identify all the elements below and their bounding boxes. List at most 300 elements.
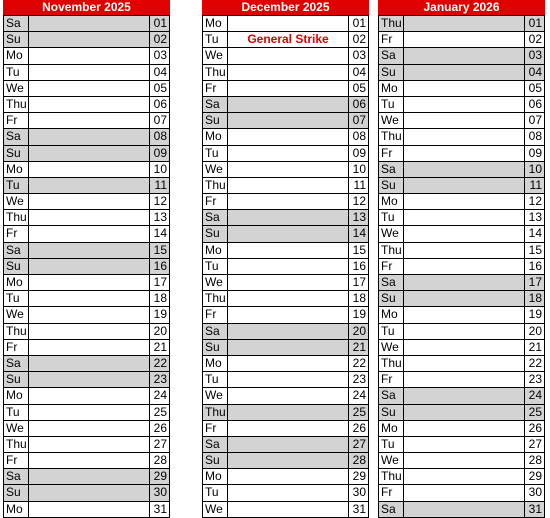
day-number: 14 [349,226,369,241]
day-note [29,81,150,96]
day-number: 08 [150,129,170,144]
day-of-week: Su [4,32,29,47]
day-note [29,405,150,420]
day-number: 17 [150,275,170,290]
day-number: 25 [525,405,545,420]
day-number: 18 [150,291,170,306]
day-number: 01 [525,16,545,31]
day-number: 07 [525,113,545,128]
day-number: 13 [525,210,545,225]
day-row [379,81,545,97]
day-note [228,340,349,355]
day-number: 29 [349,469,369,484]
day-of-week: Mo [4,275,29,290]
day-note [228,162,349,177]
day-number: 14 [150,226,170,241]
day-note [404,437,525,452]
day-of-week: Sa [203,210,228,225]
day-of-week: We [203,502,228,517]
day-row [203,324,369,340]
day-number: 19 [525,307,545,322]
day-number: 15 [349,243,369,258]
day-number: 20 [150,324,170,339]
day-number: 20 [525,324,545,339]
day-row [379,48,545,64]
day-number: 22 [525,356,545,371]
day-of-week: Tu [379,210,404,225]
day-number: 16 [150,259,170,274]
day-note [228,388,349,403]
day-number: 21 [349,340,369,355]
day-row [203,453,369,469]
day-number: 10 [150,162,170,177]
day-row [203,502,369,518]
day-row [203,113,369,129]
day-note [29,437,150,452]
day-number: 15 [525,243,545,258]
day-note [404,210,525,225]
day-note [228,113,349,128]
day-number: 12 [525,194,545,209]
day-of-week: We [4,81,29,96]
day-number: 27 [349,437,369,452]
day-number: 22 [150,356,170,371]
day-row [4,162,170,178]
day-of-week: Tu [4,291,29,306]
day-row [379,291,545,307]
day-number: 24 [525,388,545,403]
day-of-week: Tu [379,97,404,112]
month-header: January 2026 [378,0,545,15]
day-of-week: We [4,421,29,436]
day-row [4,65,170,81]
day-number: 24 [150,388,170,403]
day-of-week: Su [379,178,404,193]
day-note [228,194,349,209]
day-note [29,243,150,258]
day-note [29,65,150,80]
day-of-week: Thu [4,437,29,452]
day-row [379,485,545,501]
day-of-week: Tu [379,437,404,452]
day-number: 25 [349,405,369,420]
day-of-week: Sa [4,243,29,258]
day-of-week: Thu [379,243,404,258]
day-note [404,405,525,420]
day-number: 11 [349,178,369,193]
day-of-week: Fr [4,226,29,241]
day-number: 12 [349,194,369,209]
day-of-week: Sa [379,48,404,63]
day-row [379,178,545,194]
day-note [29,388,150,403]
day-row [379,340,545,356]
day-note [404,340,525,355]
day-of-week: Su [379,65,404,80]
day-of-week: Mo [379,81,404,96]
day-of-week: Su [203,226,228,241]
day-note [29,453,150,468]
day-note [29,421,150,436]
day-of-week: Mo [203,129,228,144]
day-of-week: Su [4,259,29,274]
day-of-week: Sa [203,324,228,339]
day-row [203,485,369,501]
day-number: 11 [525,178,545,193]
day-of-week: Sa [379,388,404,403]
day-grid [378,15,545,518]
day-note [29,469,150,484]
day-row [379,226,545,242]
day-row [4,129,170,145]
day-of-week: Tu [4,178,29,193]
day-number: 14 [525,226,545,241]
day-of-week: We [379,453,404,468]
day-of-week: We [379,340,404,355]
day-number: 05 [150,81,170,96]
day-of-week: Thu [4,324,29,339]
day-note [404,324,525,339]
day-note [228,324,349,339]
day-of-week: We [379,113,404,128]
day-row [4,16,170,32]
day-number: 22 [349,356,369,371]
day-of-week: Mo [203,469,228,484]
day-row [4,194,170,210]
day-of-week: We [203,275,228,290]
day-row [4,113,170,129]
day-of-week: We [203,162,228,177]
day-note [404,81,525,96]
day-number: 23 [349,372,369,387]
day-row [4,32,170,48]
day-note [404,146,525,161]
day-row [203,340,369,356]
day-number: 12 [150,194,170,209]
day-row [4,453,170,469]
day-row [203,146,369,162]
day-note [228,48,349,63]
day-note [29,372,150,387]
day-row [203,178,369,194]
day-of-week: Mo [203,243,228,258]
day-number: 11 [150,178,170,193]
day-number: 17 [349,275,369,290]
month-header: November 2025 [3,0,170,15]
day-of-week: Sa [379,162,404,177]
day-row [379,146,545,162]
day-note [404,502,525,517]
day-of-week: Tu [203,485,228,500]
day-row [4,437,170,453]
day-row [379,97,545,113]
day-note [228,372,349,387]
day-number: 07 [349,113,369,128]
day-number: 24 [349,388,369,403]
day-of-week: Thu [203,291,228,306]
day-note [228,485,349,500]
day-number: 20 [349,324,369,339]
day-number: 10 [525,162,545,177]
day-of-week: Thu [203,405,228,420]
day-number: 04 [349,65,369,80]
day-of-week: Sa [379,502,404,517]
day-row [4,485,170,501]
day-of-week: Thu [4,210,29,225]
day-number: 10 [349,162,369,177]
day-of-week: Fr [379,372,404,387]
day-row [4,146,170,162]
day-of-week: Mo [4,162,29,177]
day-note [228,275,349,290]
day-of-week: Tu [379,324,404,339]
day-row [203,32,369,48]
day-row [203,129,369,145]
day-row [379,405,545,421]
day-note [228,210,349,225]
day-number: 16 [349,259,369,274]
day-of-week: Thu [4,97,29,112]
day-row [379,65,545,81]
day-row [4,259,170,275]
day-number: 09 [525,146,545,161]
day-note [228,259,349,274]
day-of-week: Fr [4,340,29,355]
day-row [4,388,170,404]
day-number: 18 [525,291,545,306]
day-number: 29 [150,469,170,484]
day-row [203,16,369,32]
day-note [404,97,525,112]
day-row [4,178,170,194]
day-note [29,16,150,31]
day-of-week: Fr [4,113,29,128]
day-row [379,388,545,404]
day-of-week: Fr [203,194,228,209]
day-row [203,48,369,64]
day-number: 21 [150,340,170,355]
day-number: 02 [150,32,170,47]
day-number: 27 [525,437,545,452]
day-number: 19 [150,307,170,322]
day-note [404,388,525,403]
calendar-november-2025 [3,0,170,518]
day-note [228,81,349,96]
day-note [228,129,349,144]
day-row [379,307,545,323]
day-note [29,194,150,209]
day-number: 18 [349,291,369,306]
day-number: 31 [349,502,369,517]
day-row [4,372,170,388]
day-grid [3,15,170,518]
day-number: 05 [525,81,545,96]
day-row [379,129,545,145]
day-of-week: Tu [203,32,228,47]
day-row [379,210,545,226]
day-of-week: Mo [4,388,29,403]
day-row [379,421,545,437]
day-row [203,356,369,372]
day-note [404,485,525,500]
day-number: 23 [525,372,545,387]
day-row [203,275,369,291]
day-of-week: Mo [379,307,404,322]
day-note [29,178,150,193]
day-row [379,372,545,388]
day-of-week: Sa [379,275,404,290]
day-note [404,469,525,484]
day-row [203,405,369,421]
calendar-january-2026 [378,0,545,518]
day-number: 31 [150,502,170,517]
day-of-week: We [4,307,29,322]
day-note [29,340,150,355]
day-note [404,372,525,387]
day-row [4,210,170,226]
day-note [228,178,349,193]
day-row [203,162,369,178]
calendar-december-2025 [202,0,369,518]
day-number: 06 [349,97,369,112]
day-note [29,162,150,177]
day-note [29,356,150,371]
day-row [379,324,545,340]
day-number: 06 [525,97,545,112]
day-note [228,469,349,484]
day-of-week: We [203,388,228,403]
day-row [379,16,545,32]
day-row [4,226,170,242]
day-number: 30 [349,485,369,500]
day-of-week: Su [4,372,29,387]
day-note [29,275,150,290]
day-note [228,421,349,436]
day-row [379,437,545,453]
day-row [4,469,170,485]
day-number: 13 [150,210,170,225]
day-note [228,146,349,161]
day-of-week: Su [379,405,404,420]
day-of-week: Fr [379,146,404,161]
day-note: General Strike [228,32,349,47]
day-row [379,469,545,485]
day-row [203,307,369,323]
day-row [4,340,170,356]
day-number: 28 [150,453,170,468]
day-number: 03 [349,48,369,63]
day-number: 04 [525,65,545,80]
day-number: 09 [349,146,369,161]
day-of-week: Mo [379,194,404,209]
day-of-week: Thu [379,16,404,31]
day-note [228,243,349,258]
day-row [203,210,369,226]
day-of-week: Sa [4,16,29,31]
day-of-week: Fr [379,485,404,500]
day-number: 08 [349,129,369,144]
day-row [4,324,170,340]
day-row [203,97,369,113]
day-note [228,502,349,517]
day-row [379,162,545,178]
day-number: 25 [150,405,170,420]
day-row [379,275,545,291]
day-row [4,275,170,291]
day-row [203,421,369,437]
day-note [404,113,525,128]
day-row [203,65,369,81]
day-of-week: Sa [4,129,29,144]
day-number: 16 [525,259,545,274]
day-note [29,307,150,322]
day-row [4,502,170,518]
day-of-week: Mo [379,421,404,436]
day-row [379,502,545,518]
day-number: 08 [525,129,545,144]
day-note [404,129,525,144]
day-number: 07 [150,113,170,128]
day-number: 06 [150,97,170,112]
day-row [203,81,369,97]
day-note [29,97,150,112]
day-row [4,81,170,97]
day-of-week: Mo [4,48,29,63]
day-note [228,291,349,306]
day-of-week: Thu [379,469,404,484]
day-of-week: We [379,226,404,241]
day-note [404,32,525,47]
day-row [379,259,545,275]
day-note [404,291,525,306]
day-of-week: Tu [203,259,228,274]
day-number: 27 [150,437,170,452]
day-note [29,210,150,225]
day-note [404,275,525,290]
day-number: 28 [349,453,369,468]
day-number: 26 [349,421,369,436]
day-of-week: Fr [379,32,404,47]
day-row [203,372,369,388]
day-number: 02 [349,32,369,47]
day-number: 03 [525,48,545,63]
day-of-week: Su [203,453,228,468]
day-of-week: Su [379,291,404,306]
day-row [4,405,170,421]
day-note [29,324,150,339]
day-of-week: Tu [203,146,228,161]
day-of-week: Sa [4,356,29,371]
day-number: 26 [525,421,545,436]
day-of-week: Fr [203,421,228,436]
day-note [228,16,349,31]
day-note [29,129,150,144]
day-number: 09 [150,146,170,161]
day-row [4,48,170,64]
day-note [29,291,150,306]
day-note [228,405,349,420]
day-of-week: Mo [4,502,29,517]
day-number: 30 [150,485,170,500]
day-row [203,194,369,210]
day-of-week: Thu [203,178,228,193]
day-of-week: Thu [379,129,404,144]
day-row [379,356,545,372]
day-of-week: Sa [203,437,228,452]
day-note [29,113,150,128]
day-note [29,502,150,517]
day-row [203,259,369,275]
